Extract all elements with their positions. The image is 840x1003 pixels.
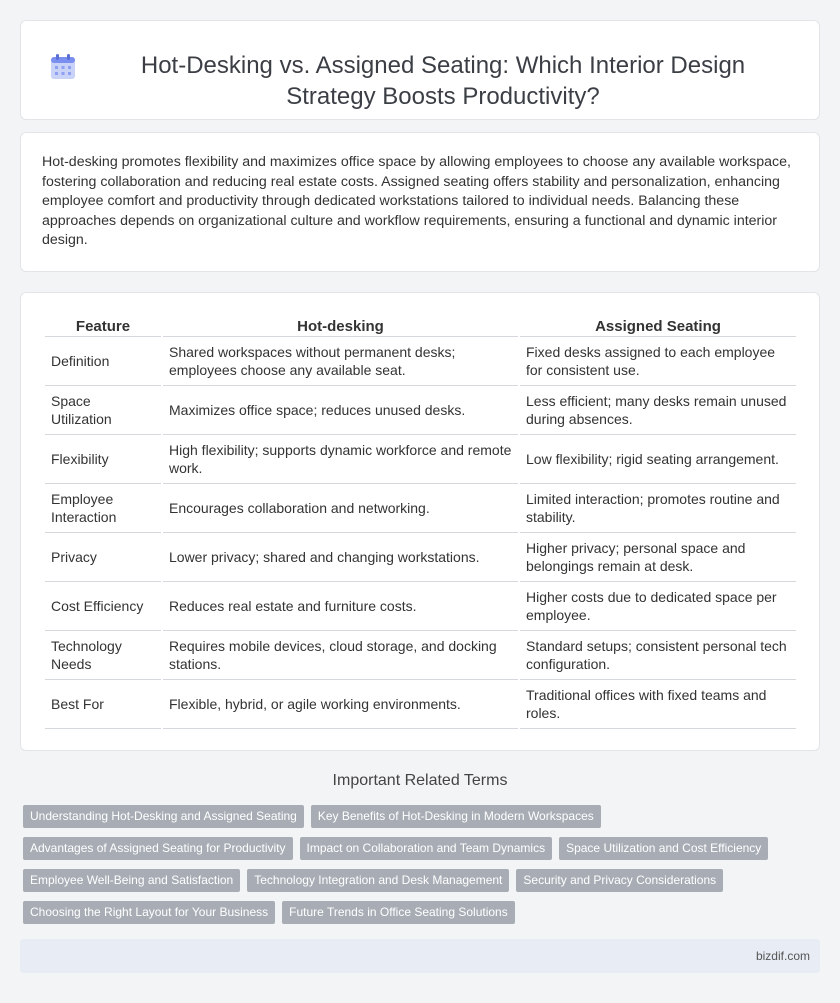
related-term-tag[interactable]: Employee Well-Being and Satisfaction xyxy=(23,869,240,892)
table-row xyxy=(45,386,796,435)
hot-desking-cell: Reduces real estate and furniture costs. xyxy=(163,582,518,631)
comparison-table xyxy=(43,313,798,729)
assigned-seating-cell: Limited interaction; promotes routine and stability. xyxy=(520,484,796,533)
hot-desking-cell: Flexible, hybrid, or agile working environments. xyxy=(163,680,518,729)
intro-card xyxy=(20,132,820,272)
table-row xyxy=(45,631,796,680)
feature-cell: Employee Interaction xyxy=(45,484,161,533)
footer xyxy=(20,939,820,973)
tag-row xyxy=(23,901,813,924)
related-term-tag[interactable]: Advantages of Assigned Seating for Productivity xyxy=(23,837,293,860)
feature-cell: Cost Efficiency xyxy=(45,582,161,631)
assigned-seating-cell: Less efficient; many desks remain unused during absences. xyxy=(520,386,796,435)
comparison-card xyxy=(20,292,820,751)
header-feature: Feature xyxy=(45,313,161,337)
table-header-row xyxy=(45,313,796,337)
assigned-seating-cell: Standard setups; consistent personal tech configuration. xyxy=(520,631,796,680)
related-terms-list xyxy=(23,805,813,933)
feature-cell: Privacy xyxy=(45,533,161,582)
tag-row xyxy=(23,869,813,892)
assigned-seating-cell: Low flexibility; rigid seating arrangement. xyxy=(520,435,796,484)
related-term-tag[interactable]: Technology Integration and Desk Management xyxy=(247,869,509,892)
feature-cell: Technology Needs xyxy=(45,631,161,680)
feature-cell: Definition xyxy=(45,337,161,386)
related-term-tag[interactable]: Space Utilization and Cost Efficiency xyxy=(559,837,768,860)
assigned-seating-cell: Higher costs due to dedicated space per employee. xyxy=(520,582,796,631)
header-assigned-seating: Assigned Seating xyxy=(520,313,796,337)
related-term-tag[interactable]: Security and Privacy Considerations xyxy=(516,869,723,892)
related-term-tag[interactable]: Future Trends in Office Seating Solutions xyxy=(282,901,515,924)
assigned-seating-cell: Higher privacy; personal space and belongings remain at desk. xyxy=(520,533,796,582)
table-row xyxy=(45,484,796,533)
hot-desking-cell: Encourages collaboration and networking. xyxy=(163,484,518,533)
calendar-icon xyxy=(50,54,76,80)
hot-desking-cell: Maximizes office space; reduces unused desks. xyxy=(163,386,518,435)
related-term-tag[interactable]: Impact on Collaboration and Team Dynamics xyxy=(300,837,553,860)
hot-desking-cell: Requires mobile devices, cloud storage, and docking stations. xyxy=(163,631,518,680)
header-card xyxy=(20,20,820,120)
related-term-tag[interactable]: Understanding Hot-Desking and Assigned Seating xyxy=(23,805,304,828)
page-title: Hot-Desking vs. Assigned Seating: Which Interior Design Strategy Boosts Productivity? xyxy=(140,51,746,110)
table-row xyxy=(45,337,796,386)
assigned-seating-cell: Fixed desks assigned to each employee for consistent use. xyxy=(520,337,796,386)
related-term-tag[interactable]: Key Benefits of Hot-Desking in Modern Workspaces xyxy=(311,805,601,828)
hot-desking-cell: High flexibility; supports dynamic workforce and remote work. xyxy=(163,435,518,484)
header-hot-desking: Hot-desking xyxy=(163,313,518,337)
intro-text: Hot-desking promotes flexibility and maximizes office space by allowing employees to choose any available workspace, fostering collaboration and reducing real estate costs. Assigned seating offers stability and personalization, enhancing employee comfort and productivity through dedicated workstations tailored to individual needs. Balancing these approaches depends on organizational culture and workflow requirements, ensuring a functional and dynamic interior design. xyxy=(42,154,791,248)
related-terms-heading: Important Related Terms xyxy=(332,772,508,789)
feature-cell: Flexibility xyxy=(45,435,161,484)
table-row xyxy=(45,533,796,582)
feature-cell: Best For xyxy=(45,680,161,729)
tag-row xyxy=(23,805,813,828)
assigned-seating-cell: Traditional offices with fixed teams and roles. xyxy=(520,680,796,729)
tag-row xyxy=(23,837,813,860)
table-row xyxy=(45,680,796,729)
feature-cell: Space Utilization xyxy=(45,386,161,435)
table-row xyxy=(45,435,796,484)
hot-desking-cell: Shared workspaces without permanent desks; employees choose any available seat. xyxy=(163,337,518,386)
site-link[interactable]: bizdif.com xyxy=(755,949,810,963)
hot-desking-cell: Lower privacy; shared and changing workstations. xyxy=(163,533,518,582)
related-term-tag[interactable]: Choosing the Right Layout for Your Business xyxy=(23,901,275,924)
table-row xyxy=(45,582,796,631)
